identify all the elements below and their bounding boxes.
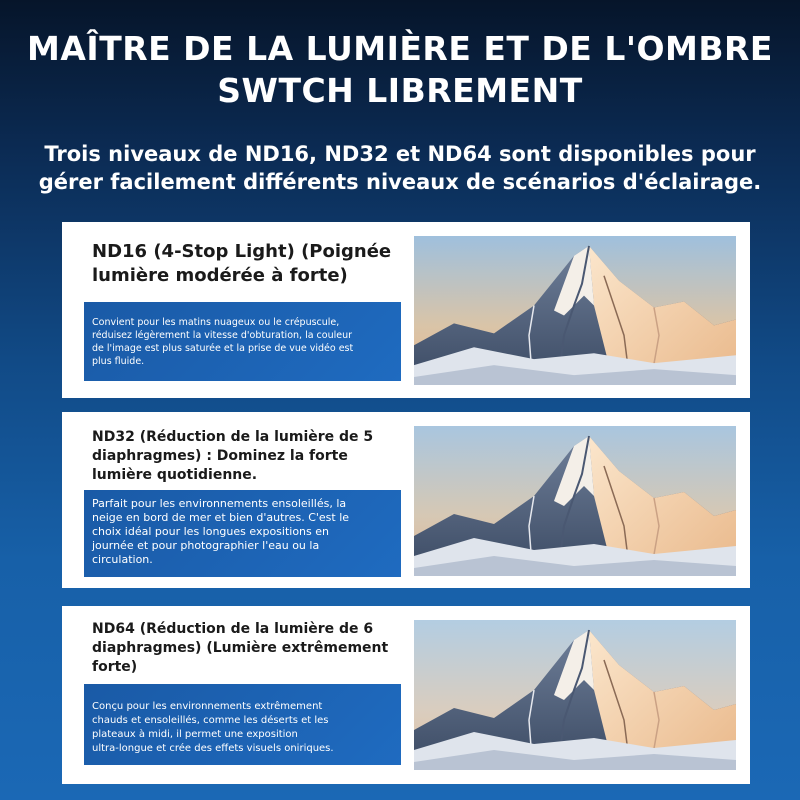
page-subtitle — [20, 140, 780, 196]
card-title-line: ND16 (4-Stop Light) (Poignée — [92, 241, 392, 262]
nd16-card — [62, 222, 750, 398]
card-title-line: lumière modérée à forte) — [92, 265, 348, 286]
card-title-line: forte) — [92, 659, 138, 675]
title-line-2: SWTCH LIBREMENT — [217, 71, 583, 110]
desc-line: neige en bord de mer et bien d'autres. C'est le — [92, 511, 350, 524]
nd64-card-title — [92, 620, 402, 677]
nd32-card — [62, 412, 750, 588]
desc-line: chauds et ensoleillés, comme les déserts et les — [92, 715, 329, 726]
nd32-card-title — [92, 428, 402, 485]
nd32-description — [84, 490, 401, 577]
page-title — [0, 28, 800, 112]
mountain-photo — [414, 236, 736, 385]
mountain-photo — [414, 426, 736, 576]
desc-line: Conçu pour les environnements extrêmement — [92, 701, 323, 712]
desc-line: Parfait pour les environnements ensoleillés, la — [92, 497, 347, 510]
desc-line: Convient pour les matins nuageux ou le crépuscule, — [92, 317, 340, 328]
desc-line: de l'image est plus saturée et la prise de vue vidéo est — [92, 343, 354, 354]
desc-line: ultra-longue et crée des effets visuels oniriques. — [92, 743, 334, 754]
nd64-card — [62, 606, 750, 784]
desc-line: réduisez légèrement la vitesse d'obturation, la couleur — [92, 330, 353, 341]
nd16-card-title — [92, 240, 422, 288]
nd64-description — [84, 684, 401, 765]
card-title-line: ND64 (Réduction de la lumière de 6 — [92, 621, 374, 637]
nd16-description — [84, 302, 401, 381]
subtitle-line-1: Trois niveaux de ND16, ND32 et ND64 sont disponibles pour — [44, 142, 756, 166]
card-title-line: diaphragmes) : Dominez la forte — [92, 448, 348, 464]
desc-line: circulation. — [92, 553, 153, 566]
subtitle-line-2: gérer facilement différents niveaux de scénarios d'éclairage. — [38, 170, 762, 194]
card-title-line: diaphragmes) (Lumière extrêmement — [92, 640, 389, 656]
mountain-photo — [414, 620, 736, 770]
desc-line: choix idéal pour les longues expositions en — [92, 525, 329, 538]
desc-line: plus fluide. — [92, 356, 145, 367]
title-line-1: MAÎTRE DE LA LUMIÈRE ET DE L'OMBRE — [27, 29, 773, 68]
card-title-line: lumière quotidienne. — [92, 467, 258, 483]
card-title-line: ND32 (Réduction de la lumière de 5 — [92, 429, 374, 445]
desc-line: plateaux à midi, il permet une exposition — [92, 729, 298, 740]
desc-line: journée et pour photographier l'eau ou la — [92, 539, 320, 552]
